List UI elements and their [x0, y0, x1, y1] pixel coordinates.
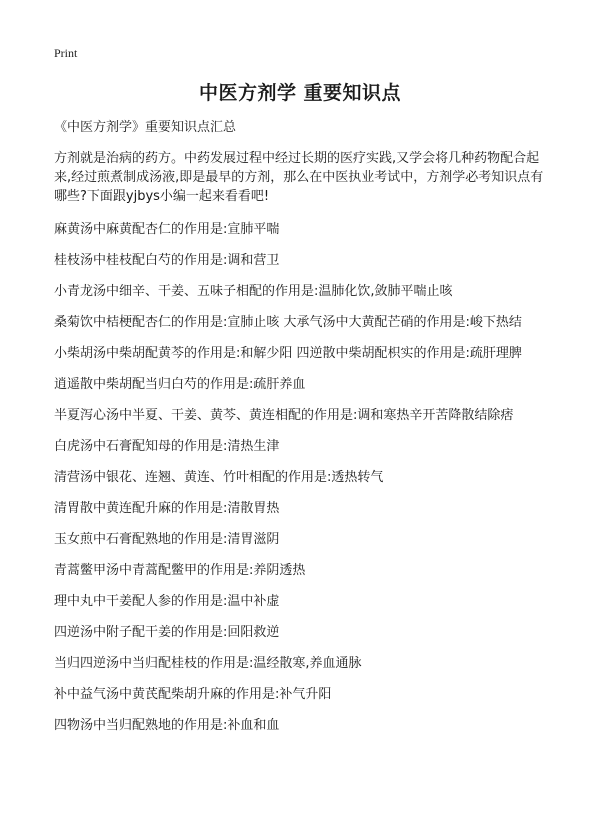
knowledge-item: 逍遥散中柴胡配当归白芍的作用是:疏肝养血: [54, 377, 306, 392]
page-title: 中医方剂学 重要知识点: [198, 82, 402, 104]
knowledge-item: 当归四逆汤中当归配桂枝的作用是:温经散寒,养血通脉: [54, 656, 362, 671]
print-link[interactable]: Print: [54, 46, 78, 60]
knowledge-item: 麻黄汤中麻黄配杏仁的作用是:宣肺平喘: [54, 222, 280, 237]
intro-paragraph: 方剂就是治病的药方。中药发展过程中经过长期的医疗实践,又学会将几种药物配合起来,经过煎煮制成汤液,即是最早的方剂，那么在中医执业考试中，方剂学必考知识点有哪些?下面跟yjbys小编一起来看看吧!: [54, 151, 544, 204]
knowledge-item: 玉女煎中石膏配熟地的作用是:清胃滋阴: [54, 532, 280, 547]
knowledge-item: 理中丸中干姜配人参的作用是:温中补虚: [54, 594, 280, 609]
knowledge-item: 白虎汤中石膏配知母的作用是:清热生津: [54, 439, 280, 454]
knowledge-item: 小柴胡汤中柴胡配黄芩的作用是:和解少阳 四逆散中柴胡配枳实的作用是:疏肝理脾: [54, 346, 522, 361]
knowledge-item: 半夏泻心汤中半夏、干姜、黄芩、黄连相配的作用是:调和寒热辛开苦降散结除痞: [54, 408, 514, 423]
knowledge-item: 四逆汤中附子配干姜的作用是:回阳救逆: [54, 625, 280, 640]
knowledge-item: 小青龙汤中细辛、干姜、五味子相配的作用是:温肺化饮,敛肺平喘止咳: [54, 284, 453, 299]
knowledge-item: 补中益气汤中黄芪配柴胡升麻的作用是:补气升阳: [54, 687, 332, 702]
knowledge-item: 桑菊饮中桔梗配杏仁的作用是:宣肺止咳 大承气汤中大黄配芒硝的作用是:峻下热结: [54, 315, 522, 330]
knowledge-item: 青蒿鳖甲汤中青蒿配鳖甲的作用是:养阴透热: [54, 563, 306, 578]
article-body: [54, 118, 552, 747]
summary-line: 《中医方剂学》重要知识点汇总: [54, 120, 237, 135]
knowledge-item: 桂枝汤中桂枝配白芍的作用是:调和营卫: [54, 253, 280, 268]
knowledge-item: 清营汤中银花、连翘、黄连、竹叶相配的作用是:透热转气: [54, 470, 384, 485]
knowledge-item: 清胃散中黄连配升麻的作用是:清散胃热: [54, 501, 280, 516]
knowledge-item: 四物汤中当归配熟地的作用是:补血和血: [54, 718, 280, 733]
